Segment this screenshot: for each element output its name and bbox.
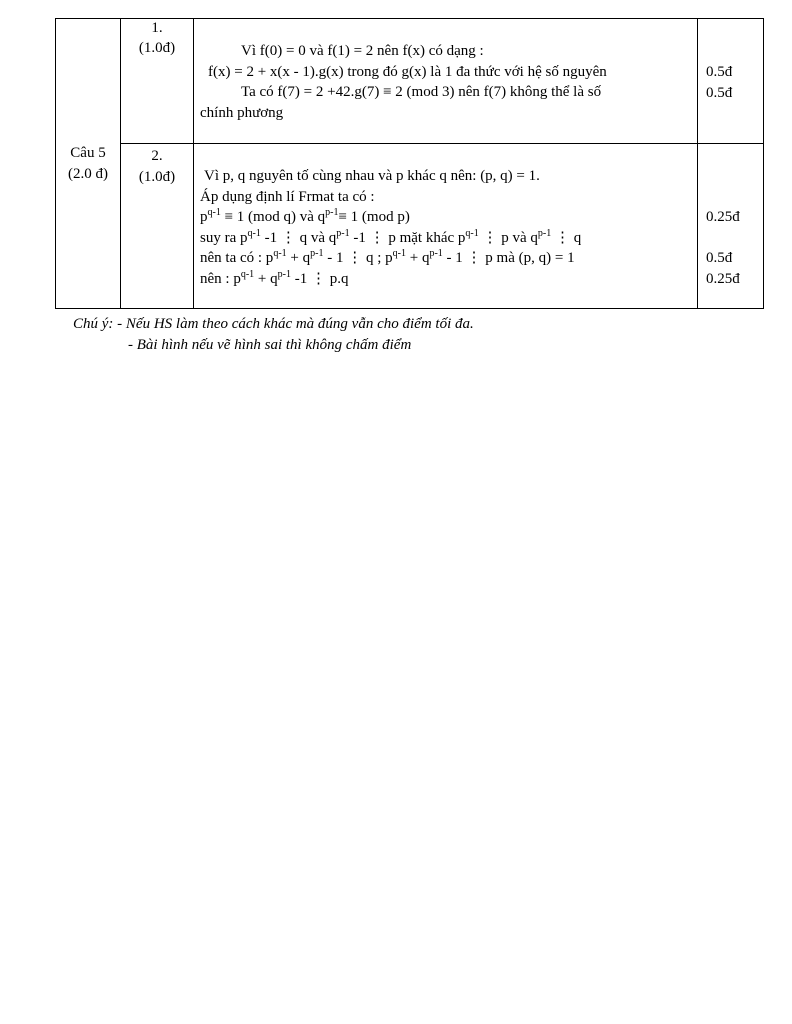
score: 0.5đ [706, 64, 733, 80]
table-row [56, 19, 764, 144]
score: 0.5đ [706, 84, 733, 101]
part-1-line: f(x) = 2 + x(x - 1).g(x) trong đó g(x) là 1 đa thức với hệ số nguyên [208, 63, 607, 80]
grading-table [55, 18, 764, 309]
part-1-line: Vì f(0) = 0 và f(1) = 2 nên f(x) có dạng : [241, 43, 484, 59]
part-1-points: (1.0đ) [138, 40, 176, 56]
part-2-line: Vì p, q nguyên tố cùng nhau và p khác q nên: (p, q) = 1. [204, 168, 540, 184]
notes [73, 314, 474, 355]
part-1-cell [121, 19, 194, 144]
part-2-line: nên : $p^{q-1} + q^{p-1}$ -1 ⋮ p.q [200, 268, 349, 287]
part-2-line: nên ta có : $p^{q-1} + q^{p-1} - 1$ ⋮ q ; $p^{q-1} + q^{p-1} - 1$ ⋮ p mà (p, q) = 1 [200, 248, 575, 266]
part-1-line: chính phương [200, 104, 284, 121]
part-1-number: 1. [151, 20, 163, 36]
part-2-content [194, 144, 698, 309]
note-line-1: Chú ý: - Nếu HS làm theo cách khác mà đúng vẫn cho điểm tối đa. [73, 316, 474, 332]
part-2-points: (1.0đ) [138, 168, 176, 185]
part-2-line: $p^{q-1} \equiv 1$ (mod q) và $q^{p-1}\equiv 1$ (mod p) [200, 207, 410, 225]
score: 0.25đ [706, 209, 740, 225]
score: 0.25đ [706, 270, 740, 287]
score: 0.5đ [706, 250, 733, 266]
part-1-content [194, 19, 698, 144]
question-points: (2.0 đ) [68, 165, 108, 182]
part-2-line: Áp dụng định lí Frmat ta có : [200, 188, 375, 205]
part-2-cell [121, 144, 194, 309]
question-label: Câu 5 [70, 145, 106, 161]
note-line-2: - Bài hình nếu vẽ hình sai thì không chấm điểm [128, 336, 412, 353]
part-2-scores [698, 144, 764, 309]
part-2-number: 2. [151, 148, 163, 164]
part-2-line: suy ra $p^{q-1}$ -1 ⋮ q và $q^{p-1}$ -1 ⋮ p mặt khác $p^{q-1}$ ⋮ p và $q^{p-1}$ ⋮ q [200, 227, 582, 246]
part-1-line: Ta có f(7) = 2 +42.g(7) ≡ 2 (mod 3) nên f(7) không thể là số [241, 84, 602, 100]
table-row [56, 144, 764, 309]
part-1-scores [698, 19, 764, 144]
question-cell [56, 19, 121, 309]
score-spacer [706, 228, 763, 249]
